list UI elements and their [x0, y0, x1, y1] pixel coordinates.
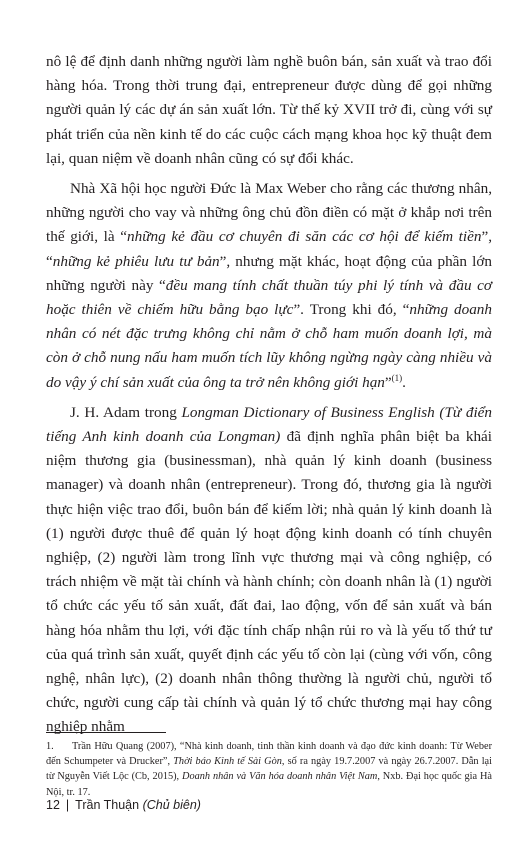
text-run: ”. Trong khi đó, “	[293, 301, 410, 319]
page-footer	[46, 798, 201, 812]
text-run: Nhà Xã hội học người Đức là Max Weber cho rằng các thương nhân, những người cho vay và những ông chủ đồn điền có mặt ở khắp nơi trên thế giới, là “	[46, 180, 492, 246]
text-run: .	[402, 373, 406, 391]
footer-separator: |	[65, 798, 70, 812]
paragraph	[46, 177, 492, 395]
text-run: , Nxb. Đại học quốc gia Hà Nội, tr. 17.	[46, 771, 492, 798]
footnote-divider	[46, 732, 166, 733]
body-text	[46, 50, 492, 740]
italic-run: những kẻ đầu cơ chuyên đi săn các cơ hội để kiếm tiền	[127, 228, 482, 246]
text-run: ”	[384, 373, 392, 391]
italic-run: những kẻ phiêu lưu tư bản	[52, 252, 220, 270]
italic-run: Longman Dictionary of Business English (Từ điển tiếng Anh kinh doanh của Longman)	[46, 403, 492, 446]
footnote-ref: (1)	[391, 372, 403, 383]
italic-run: Thời báo Kinh tế Sài Gòn	[173, 756, 282, 768]
footnote-text	[46, 741, 492, 798]
footnote-number: 1.	[46, 741, 54, 752]
footer-author: Trần Thuận	[75, 798, 140, 812]
footnote	[46, 739, 492, 800]
text-run: nô lệ để định danh những người làm nghề buôn bán, sản xuất và trao đổi hàng hóa. Trong thời trung đại, entrepreneur được dùng để gọi những người quản lý các dự án sản xuất lớn. Từ thế kỷ XVII trở đi, cùng với sự phát triển của nền kinh tế do các cuộc cách mạng khoa học kỹ thuật đem lại, quan niệm về doanh nhân cũng có sự đổi khác.	[46, 53, 492, 167]
text-run: Trần Hữu Quang (2007), “Nhà kinh doanh, tinh thần kinh doanh và đạo đức kinh doanh: Từ Weber đến Schumpeter và Drucker”,	[46, 741, 492, 768]
page-number: 12	[46, 798, 60, 812]
text-run: , số ra ngày 19.7.2007 và ngày 26.7.2007. Dẫn lại từ Nguyễn Viết Lộc (Cb, 2015),	[46, 756, 492, 783]
footer-role: (Chủ biên)	[142, 798, 201, 812]
italic-run: Doanh nhân và Văn hóa doanh nhân Việt Nam	[182, 771, 378, 783]
text-run: ”, nhưng mặt khác, hoạt động của phần lớn những người này “	[46, 252, 492, 294]
paragraph	[46, 50, 492, 171]
paragraph	[46, 401, 492, 740]
text-run: đã định nghĩa phân biệt ba khái niệm thương gia (businessman), nhà quản lý kinh doanh (business manager) và doanh nhân (entrepreneur). Trong đó, thương gia là người thực hiện việc trao đổi, buôn bán để kiếm lời; nhà quản lý kinh doanh là (1) người được thuê để quản lý hoạt động kinh doanh có tính chuyên nghiệp, (2) người làm trong lĩnh vực thương mại và công nghiệp, có trách nhiệm về mặt tài chính và hành chính; còn doanh nhân là (1) người tổ chức các yếu tố sản xuất, đất đai, lao động, vốn để sản xuất và bán hàng hóa nhằm thu lợi, với đặc tính chấp nhận rủi ro và là yếu tố thứ tư của quá trình sản xuất, quyết định các yếu tố còn lại (cùng với vốn, công nghệ, nhân lực), (2) doanh nhân thông thường là người chủ, người tổ chức, người cung cấp tài chính và quản lý tổ chức thương mại hay công nghiệp nhằm	[46, 428, 493, 736]
text-run: J. H. Adam trong	[70, 403, 182, 421]
italic-run: những doanh nhân có nét đặc trưng không chỉ nằm ở chỗ ham muốn doanh lợi, mà còn ở chỗ nung nấu ham muốn tích lũy không ngừng ngày càng nhiều và do vậy ý chí sản xuất của ông ta trở nên không giới hạn	[46, 301, 492, 391]
text-run: ”, “	[46, 228, 492, 270]
italic-run: đều mang tính chất thuần túy phi lý tính và đầu cơ hoặc thiên về chiếm hữu bằng bạo lực	[46, 276, 492, 319]
